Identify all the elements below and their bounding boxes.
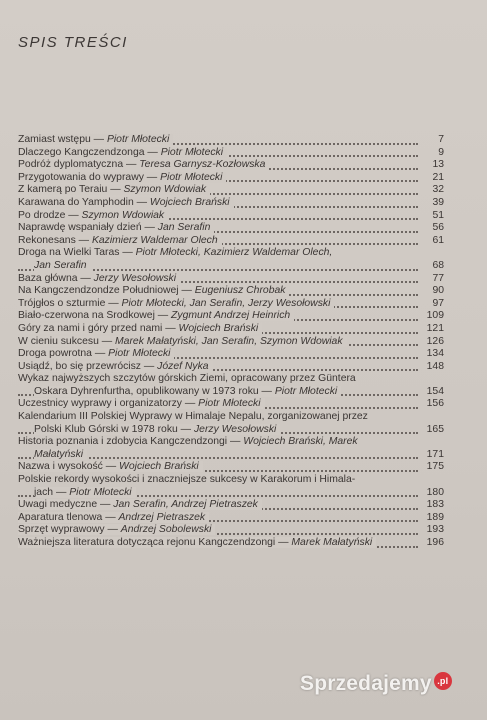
toc-page-number: 68 bbox=[432, 259, 444, 271]
toc-entry-line bbox=[18, 524, 444, 537]
toc-entry-line bbox=[18, 273, 444, 286]
toc-entry-title: Z kamerą po Teraiu — bbox=[18, 184, 124, 196]
toc-entry-title: Aparatura tlenowa — bbox=[18, 511, 119, 523]
toc-entry bbox=[18, 461, 444, 474]
toc-entry-line bbox=[18, 222, 444, 235]
toc-entry-author: Wojciech Brański bbox=[178, 322, 259, 334]
page-title: SPIS TREŚCI bbox=[18, 34, 128, 51]
toc-entry bbox=[18, 298, 444, 311]
toc-entry-title: Nazwa i wysokość — bbox=[18, 461, 120, 473]
toc-entry-author: Zygmunt Andrzej Heinrich bbox=[171, 310, 291, 322]
toc-entry-line bbox=[18, 310, 444, 323]
toc-page-number: 56 bbox=[432, 222, 444, 234]
toc-entry-title: Polski Klub Górski w 1978 roku — bbox=[34, 423, 194, 435]
toc-entry-author: Jan Serafin bbox=[157, 222, 211, 234]
toc-entry bbox=[18, 474, 444, 499]
toc-page-number: 196 bbox=[426, 537, 444, 548]
toc-entry-author: Marek Małatyński bbox=[291, 537, 373, 548]
toc-entry-author: Piotr Młotecki bbox=[108, 348, 171, 360]
toc-entry-author: Piotr Młotecki bbox=[274, 385, 338, 397]
watermark-logo bbox=[300, 672, 452, 696]
toc-entry-title: Karawana do Yamphodin — bbox=[18, 196, 150, 208]
toc-entry-title: Baza główna — bbox=[18, 272, 94, 284]
toc-entry-line bbox=[18, 449, 444, 462]
toc-entry-author: Wojciech Brański bbox=[149, 196, 230, 208]
toc-entry bbox=[18, 247, 444, 272]
toc-page-number: 7 bbox=[438, 134, 444, 145]
toc-entry-line bbox=[18, 210, 444, 223]
toc-entry-title: Rekonesans — bbox=[18, 234, 92, 246]
toc-entry-author: Jerzy Wesołowski bbox=[93, 272, 177, 284]
toc-entry-line bbox=[18, 298, 444, 311]
toc-page-number: 126 bbox=[426, 335, 444, 347]
toc-entry-author: Wojciech Brański, Marek bbox=[243, 436, 358, 448]
toc-page-number: 61 bbox=[432, 234, 444, 246]
toc-page-number: 121 bbox=[426, 322, 444, 334]
toc-entry bbox=[18, 436, 444, 461]
toc-entry-author: Andrzej Pietraszek bbox=[118, 511, 206, 523]
toc-entry-title: Uczestnicy wyprawy i organizatorzy — bbox=[18, 398, 199, 410]
toc-page-number: 13 bbox=[432, 159, 444, 171]
toc-entry-title: Ważniejsza literatura dotycząca rejonu Kangczendzongi — bbox=[18, 537, 292, 548]
toc-entry-title: Oskara Dyhrenfurtha, opublikowany w 1973 roku — bbox=[34, 385, 275, 397]
toc-page-number: 156 bbox=[426, 398, 444, 410]
toc-entry-author: Marek Małatyński, Jan Serafin, Szymon Wdowiak bbox=[115, 335, 343, 347]
toc-entry bbox=[18, 336, 444, 349]
toc-entry-author: Piotr Młotecki, Kazimierz Waldemar Olech, bbox=[135, 247, 333, 259]
toc-entry-author: Eugeniusz Chrobak bbox=[194, 285, 286, 297]
toc-entry-author: Szymon Wdowiak bbox=[123, 184, 207, 196]
toc-page-number: 39 bbox=[432, 196, 444, 208]
toc-entry-title: Biało-czerwona na Środkowej — bbox=[18, 310, 172, 322]
toc-entry-line bbox=[18, 474, 444, 487]
toc-entry-title: Droga powrotna — bbox=[18, 348, 109, 360]
toc-entry-line bbox=[18, 386, 444, 399]
toc-page-number: 175 bbox=[426, 461, 444, 473]
toc-entry bbox=[18, 310, 444, 323]
toc-entry-line bbox=[18, 436, 444, 449]
toc-entry bbox=[18, 411, 444, 436]
toc-entry-author: Jerzy Wesołowski bbox=[193, 423, 277, 435]
toc-entry-title: Sprzęt wyprawowy — bbox=[18, 524, 121, 536]
toc-entry-author: Piotr Młotecki bbox=[198, 398, 261, 410]
toc-page-number: 9 bbox=[438, 146, 444, 158]
toc-entry-title: Na Kangczendzondze Południowej — bbox=[18, 285, 195, 297]
toc-entry bbox=[18, 398, 444, 411]
toc-entry-author: Teresa Garnysz-Kozłowska bbox=[139, 159, 266, 171]
toc-entry bbox=[18, 210, 444, 223]
toc-entry-title: Polskie rekordy wysokości i znaczniejsze sukcesy w Karakorum i Himala- bbox=[18, 474, 356, 486]
toc-entry-author: Piotr Młotecki bbox=[69, 486, 132, 498]
toc-entry-author: Małatyński bbox=[34, 448, 84, 460]
toc-page-number: 90 bbox=[432, 285, 444, 297]
toc-entry-line bbox=[18, 323, 444, 336]
toc-entry-line bbox=[18, 147, 444, 160]
table-of-contents bbox=[18, 134, 444, 550]
toc-entry-title: Zamiast wstępu — bbox=[18, 134, 107, 145]
toc-entry-line bbox=[18, 247, 444, 260]
toc-page-number: 189 bbox=[426, 511, 444, 523]
watermark-brand: Sprzedajemy bbox=[300, 672, 432, 695]
toc-page-number: 193 bbox=[426, 524, 444, 536]
toc-entry-line bbox=[18, 184, 444, 197]
toc-entry-line bbox=[18, 499, 444, 512]
toc-page-number: 51 bbox=[432, 209, 444, 221]
toc-entry-author: Piotr Młotecki bbox=[160, 146, 224, 158]
toc-entry bbox=[18, 134, 444, 147]
toc-entry bbox=[18, 235, 444, 248]
toc-entry-title: Wykaz najwyższych szczytów górskich Ziemi, opracowany przez Güntera bbox=[18, 373, 356, 385]
toc-entry-title: jach — bbox=[34, 486, 70, 498]
toc-entry-line bbox=[18, 235, 444, 248]
toc-page-number: 109 bbox=[426, 310, 444, 322]
toc-page-number: 32 bbox=[432, 184, 444, 196]
toc-entry bbox=[18, 197, 444, 210]
toc-entry-line bbox=[18, 411, 444, 424]
toc-entry-line bbox=[18, 512, 444, 525]
toc-entry-title: Trójgłos o szturmie — bbox=[18, 297, 122, 309]
toc-entry-author: Wojciech Brański bbox=[119, 461, 199, 473]
toc-entry bbox=[18, 147, 444, 160]
toc-entry-author: Szymon Wdowiak bbox=[81, 209, 165, 221]
toc-page-number: 171 bbox=[426, 448, 444, 460]
toc-entry-title: W cieniu sukcesu — bbox=[18, 335, 116, 347]
toc-entry-title: Usiądź, bo się przewrócisz — bbox=[18, 360, 158, 372]
toc-entry-line bbox=[18, 172, 444, 185]
toc-entry-author: Piotr Młotecki bbox=[160, 171, 223, 183]
toc-entry bbox=[18, 499, 444, 512]
toc-entry bbox=[18, 222, 444, 235]
toc-entry-line bbox=[18, 285, 444, 298]
toc-page-number: 180 bbox=[426, 486, 444, 498]
toc-entry bbox=[18, 348, 444, 361]
toc-entry bbox=[18, 524, 444, 537]
toc-entry-author: Kazimierz Waldemar Olech bbox=[91, 234, 218, 246]
toc-entry-title: Historia poznania i zdobycia Kangczendzongi — bbox=[18, 436, 244, 448]
toc-page-number: 77 bbox=[432, 272, 444, 284]
toc-entry-line bbox=[18, 424, 444, 437]
toc-entry-title: Góry za nami i góry przed nami — bbox=[18, 322, 179, 334]
toc-entry-author: Jan Serafin bbox=[34, 259, 87, 271]
toc-page-number: 154 bbox=[426, 385, 444, 397]
toc-entry-title: Dlaczego Kangczendzonga — bbox=[18, 146, 161, 158]
toc-entry-author: Jan Serafin, Andrzej Pietraszek bbox=[113, 499, 258, 511]
toc-entry bbox=[18, 285, 444, 298]
toc-page-number: 183 bbox=[426, 499, 444, 511]
toc-entry bbox=[18, 512, 444, 525]
toc-entry-title: Podróż dyplomatyczna — bbox=[18, 159, 140, 171]
toc-page-number: 97 bbox=[432, 297, 444, 309]
toc-page-number: 148 bbox=[426, 360, 444, 372]
toc-entry bbox=[18, 273, 444, 286]
toc-entry bbox=[18, 159, 444, 172]
toc-entry bbox=[18, 373, 444, 398]
toc-entry-title: Naprawdę wspaniały dzień — bbox=[18, 222, 158, 234]
toc-entry-author: Piotr Młotecki bbox=[106, 134, 170, 145]
watermark-tld: .pl bbox=[434, 672, 452, 690]
toc-entry-line bbox=[18, 159, 444, 172]
toc-entry-author: Józef Nyka bbox=[157, 360, 209, 372]
toc-entry-line bbox=[18, 537, 444, 550]
toc-entry bbox=[18, 184, 444, 197]
toc-page-number: 134 bbox=[426, 348, 444, 360]
toc-entry-title: Przygotowania do wyprawy — bbox=[18, 171, 161, 183]
toc-entry-line bbox=[18, 348, 444, 361]
toc-entry-line bbox=[18, 260, 444, 273]
toc-entry bbox=[18, 172, 444, 185]
toc-entry-author: Andrzej Sobolewski bbox=[120, 524, 212, 536]
toc-entry-line bbox=[18, 487, 444, 500]
toc-entry bbox=[18, 361, 444, 374]
toc-entry-title: Droga na Wielki Taras — bbox=[18, 247, 136, 259]
toc-entry-title: Uwagi medyczne — bbox=[18, 499, 114, 511]
toc-entry-line bbox=[18, 461, 444, 474]
toc-entry-line bbox=[18, 398, 444, 411]
toc-entry bbox=[18, 323, 444, 336]
toc-entry-line bbox=[18, 134, 444, 147]
toc-entry bbox=[18, 537, 444, 550]
toc-page-number: 165 bbox=[426, 423, 444, 435]
toc-entry-line bbox=[18, 373, 444, 386]
toc-page-number: 21 bbox=[432, 171, 444, 183]
toc-entry-line bbox=[18, 336, 444, 349]
toc-entry-line bbox=[18, 197, 444, 210]
toc-entry-title: Po drodze — bbox=[18, 209, 82, 221]
toc-entry-author: Piotr Młotecki, Jan Serafin, Jerzy Wesołowski bbox=[121, 297, 331, 309]
toc-entry-line bbox=[18, 361, 444, 374]
toc-entry-title: Kalendarium III Polskiej Wyprawy w Himalaje Nepalu, zorganizowanej przez bbox=[18, 411, 368, 423]
